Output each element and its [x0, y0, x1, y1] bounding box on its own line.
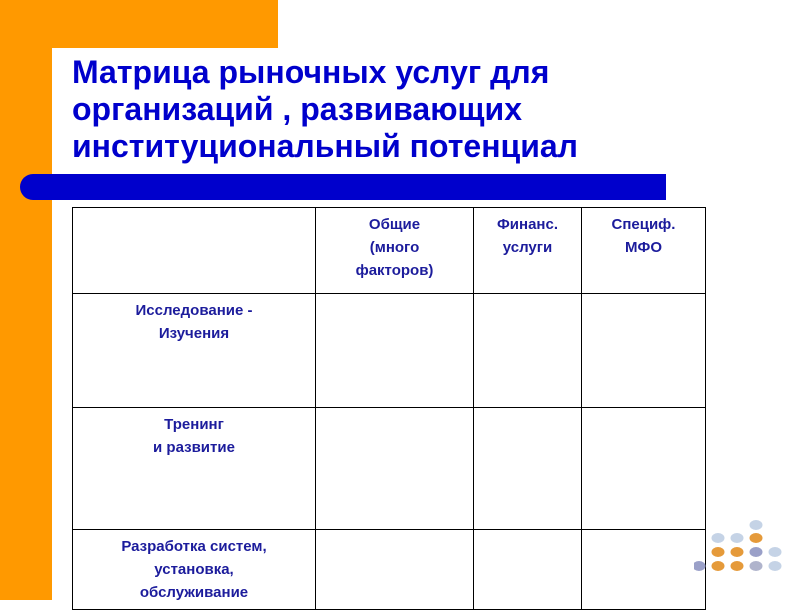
- decorative-dot-grid: [694, 518, 794, 578]
- table-header-row: [73, 208, 706, 294]
- decor-dot: [712, 561, 725, 571]
- table-cell: [474, 294, 582, 408]
- decor-dot: [712, 547, 725, 557]
- header-text-line: факторов): [355, 262, 434, 279]
- decor-dot: [694, 561, 706, 571]
- header-corner-cell: [73, 208, 316, 294]
- row-label-line: Изучения: [158, 325, 230, 342]
- table-cell: [582, 530, 706, 610]
- header-text-line: (много: [369, 239, 420, 256]
- slide-title: [72, 54, 672, 165]
- decor-dot: [750, 520, 763, 530]
- decor-dot: [769, 561, 782, 571]
- title-line-3: институциональный потенциал: [72, 128, 578, 164]
- table-cell: [316, 294, 474, 408]
- decor-dot: [769, 547, 782, 557]
- header-cell-financial: [474, 208, 582, 294]
- row-label-line: Тренинг: [164, 416, 224, 433]
- decor-dot: [731, 533, 744, 543]
- table-row: [73, 408, 706, 530]
- row-label-research: [73, 294, 316, 408]
- title-underline-bar: [20, 174, 666, 200]
- table-cell: [316, 530, 474, 610]
- header-text-line: Финанс.: [497, 216, 558, 233]
- header-text-line: услуги: [502, 239, 553, 256]
- row-label-line: обслуживание: [139, 584, 249, 601]
- table-cell: [582, 408, 706, 530]
- row-label-line: и развитие: [153, 439, 235, 456]
- decor-dot: [731, 561, 744, 571]
- row-label-line: установка,: [154, 561, 234, 578]
- decor-dot: [731, 547, 744, 557]
- services-matrix-table: [72, 207, 706, 610]
- header-text-line: МФО: [625, 239, 662, 256]
- decor-dot: [712, 533, 725, 543]
- table-cell: [582, 294, 706, 408]
- header-text-line: Специф.: [611, 216, 676, 233]
- decor-dot: [750, 561, 763, 571]
- table-row: [73, 294, 706, 408]
- row-label-line: Разработка систем,: [121, 538, 267, 555]
- row-label-line: Исследование -: [135, 302, 253, 319]
- table-cell: [474, 408, 582, 530]
- title-line-2: организаций , развивающих: [72, 91, 523, 127]
- row-label-training: [73, 408, 316, 530]
- title-line-1: Матрица рыночных услуг для: [72, 54, 550, 90]
- table-cell: [474, 530, 582, 610]
- header-cell-general: [316, 208, 474, 294]
- table-row: [73, 530, 706, 610]
- header-cell-specific: [582, 208, 706, 294]
- table-cell: [316, 408, 474, 530]
- decor-dot: [750, 547, 763, 557]
- header-text-line: Общие: [368, 216, 421, 233]
- row-label-systems: [73, 530, 316, 610]
- decor-dot: [750, 533, 763, 543]
